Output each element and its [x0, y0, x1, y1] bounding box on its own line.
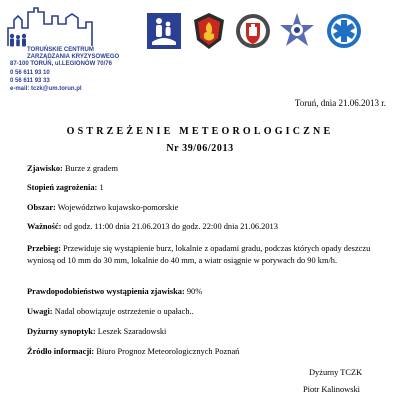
field-value: Leszek Szaradowski	[95, 327, 167, 336]
field-value: Burze z gradem	[62, 164, 118, 173]
org-email: e-mail: tczk@um.torun.pl	[10, 86, 82, 92]
welfare-emblem-icon	[146, 12, 182, 50]
field-value: od godz. 11:00 dnia 21.06.2013 do godz. 22:00 dnia 21.06.2013	[61, 222, 278, 231]
field-phenomenon	[27, 164, 118, 173]
org-address: 87-100 TORUŃ, ul.LEGIONÓW 70/76	[10, 61, 112, 67]
field-label: Uwagi:	[27, 307, 53, 316]
warning-number: Nr 39/06/2013	[166, 143, 234, 154]
municipal-guard-emblem-icon	[235, 12, 271, 50]
field-threat-level	[27, 183, 104, 192]
signature-role: Dyżurny TCZK	[309, 368, 363, 377]
police-star-emblem-icon	[279, 12, 315, 50]
field-label: Dyżurny synoptyk:	[27, 327, 96, 336]
ambulance-emblem-icon	[326, 12, 362, 50]
field-label: Stopień zagrożenia:	[27, 183, 98, 192]
field-value: 1	[97, 183, 104, 192]
field-label: Zjawisko:	[27, 164, 63, 173]
org-phone-1: 0 56 611 93 10	[10, 70, 50, 76]
org-phone-2: 0 56 611 93 33	[10, 78, 50, 84]
org-name-line2: ZARZĄDZANIA KRYZYSOWEGO	[27, 53, 120, 60]
field-value: Przewiduje się wystąpienie burz, lokalnie z opadami gradu, podczas których opady deszczu wyniosą od 10 mm do 30 mm, lokalnie do 40 mm, a wiatr osiągnie w porywach do 90 km/h.	[27, 244, 371, 265]
field-label: Przebieg:	[27, 244, 61, 253]
field-value: 90%	[184, 287, 203, 296]
field-label: Obszar:	[27, 203, 56, 212]
field-remarks	[27, 307, 194, 316]
field-source	[27, 347, 239, 356]
field-course	[27, 243, 371, 267]
document-title: OSTRZEŻENIE METEOROLOGICZNE	[66, 126, 334, 137]
field-probability	[27, 287, 202, 296]
field-validity	[27, 222, 278, 231]
field-value: Biuro Prognoz Meteorologicznych Poznań	[94, 347, 240, 356]
signature-name: Piotr Kalinowski	[303, 385, 360, 394]
field-area	[27, 203, 178, 212]
fire-service-emblem-icon	[191, 12, 227, 50]
org-name-line1: TORUŃSKIE CENTRUM	[27, 47, 94, 53]
field-label: Prawdopodobieństwo wystąpienia zjawiska:	[27, 287, 185, 296]
field-label: Ważność:	[27, 222, 62, 231]
document-date: Toruń, dnia 21.06.2013 r.	[294, 98, 386, 108]
field-value: Województwo kujawsko-pomorskie	[55, 203, 179, 212]
field-label: Źródło informacji:	[27, 347, 95, 356]
field-forecaster	[27, 327, 166, 336]
field-value: Nadal obowiązuje ostrzeżenie o upałach..	[52, 307, 194, 316]
